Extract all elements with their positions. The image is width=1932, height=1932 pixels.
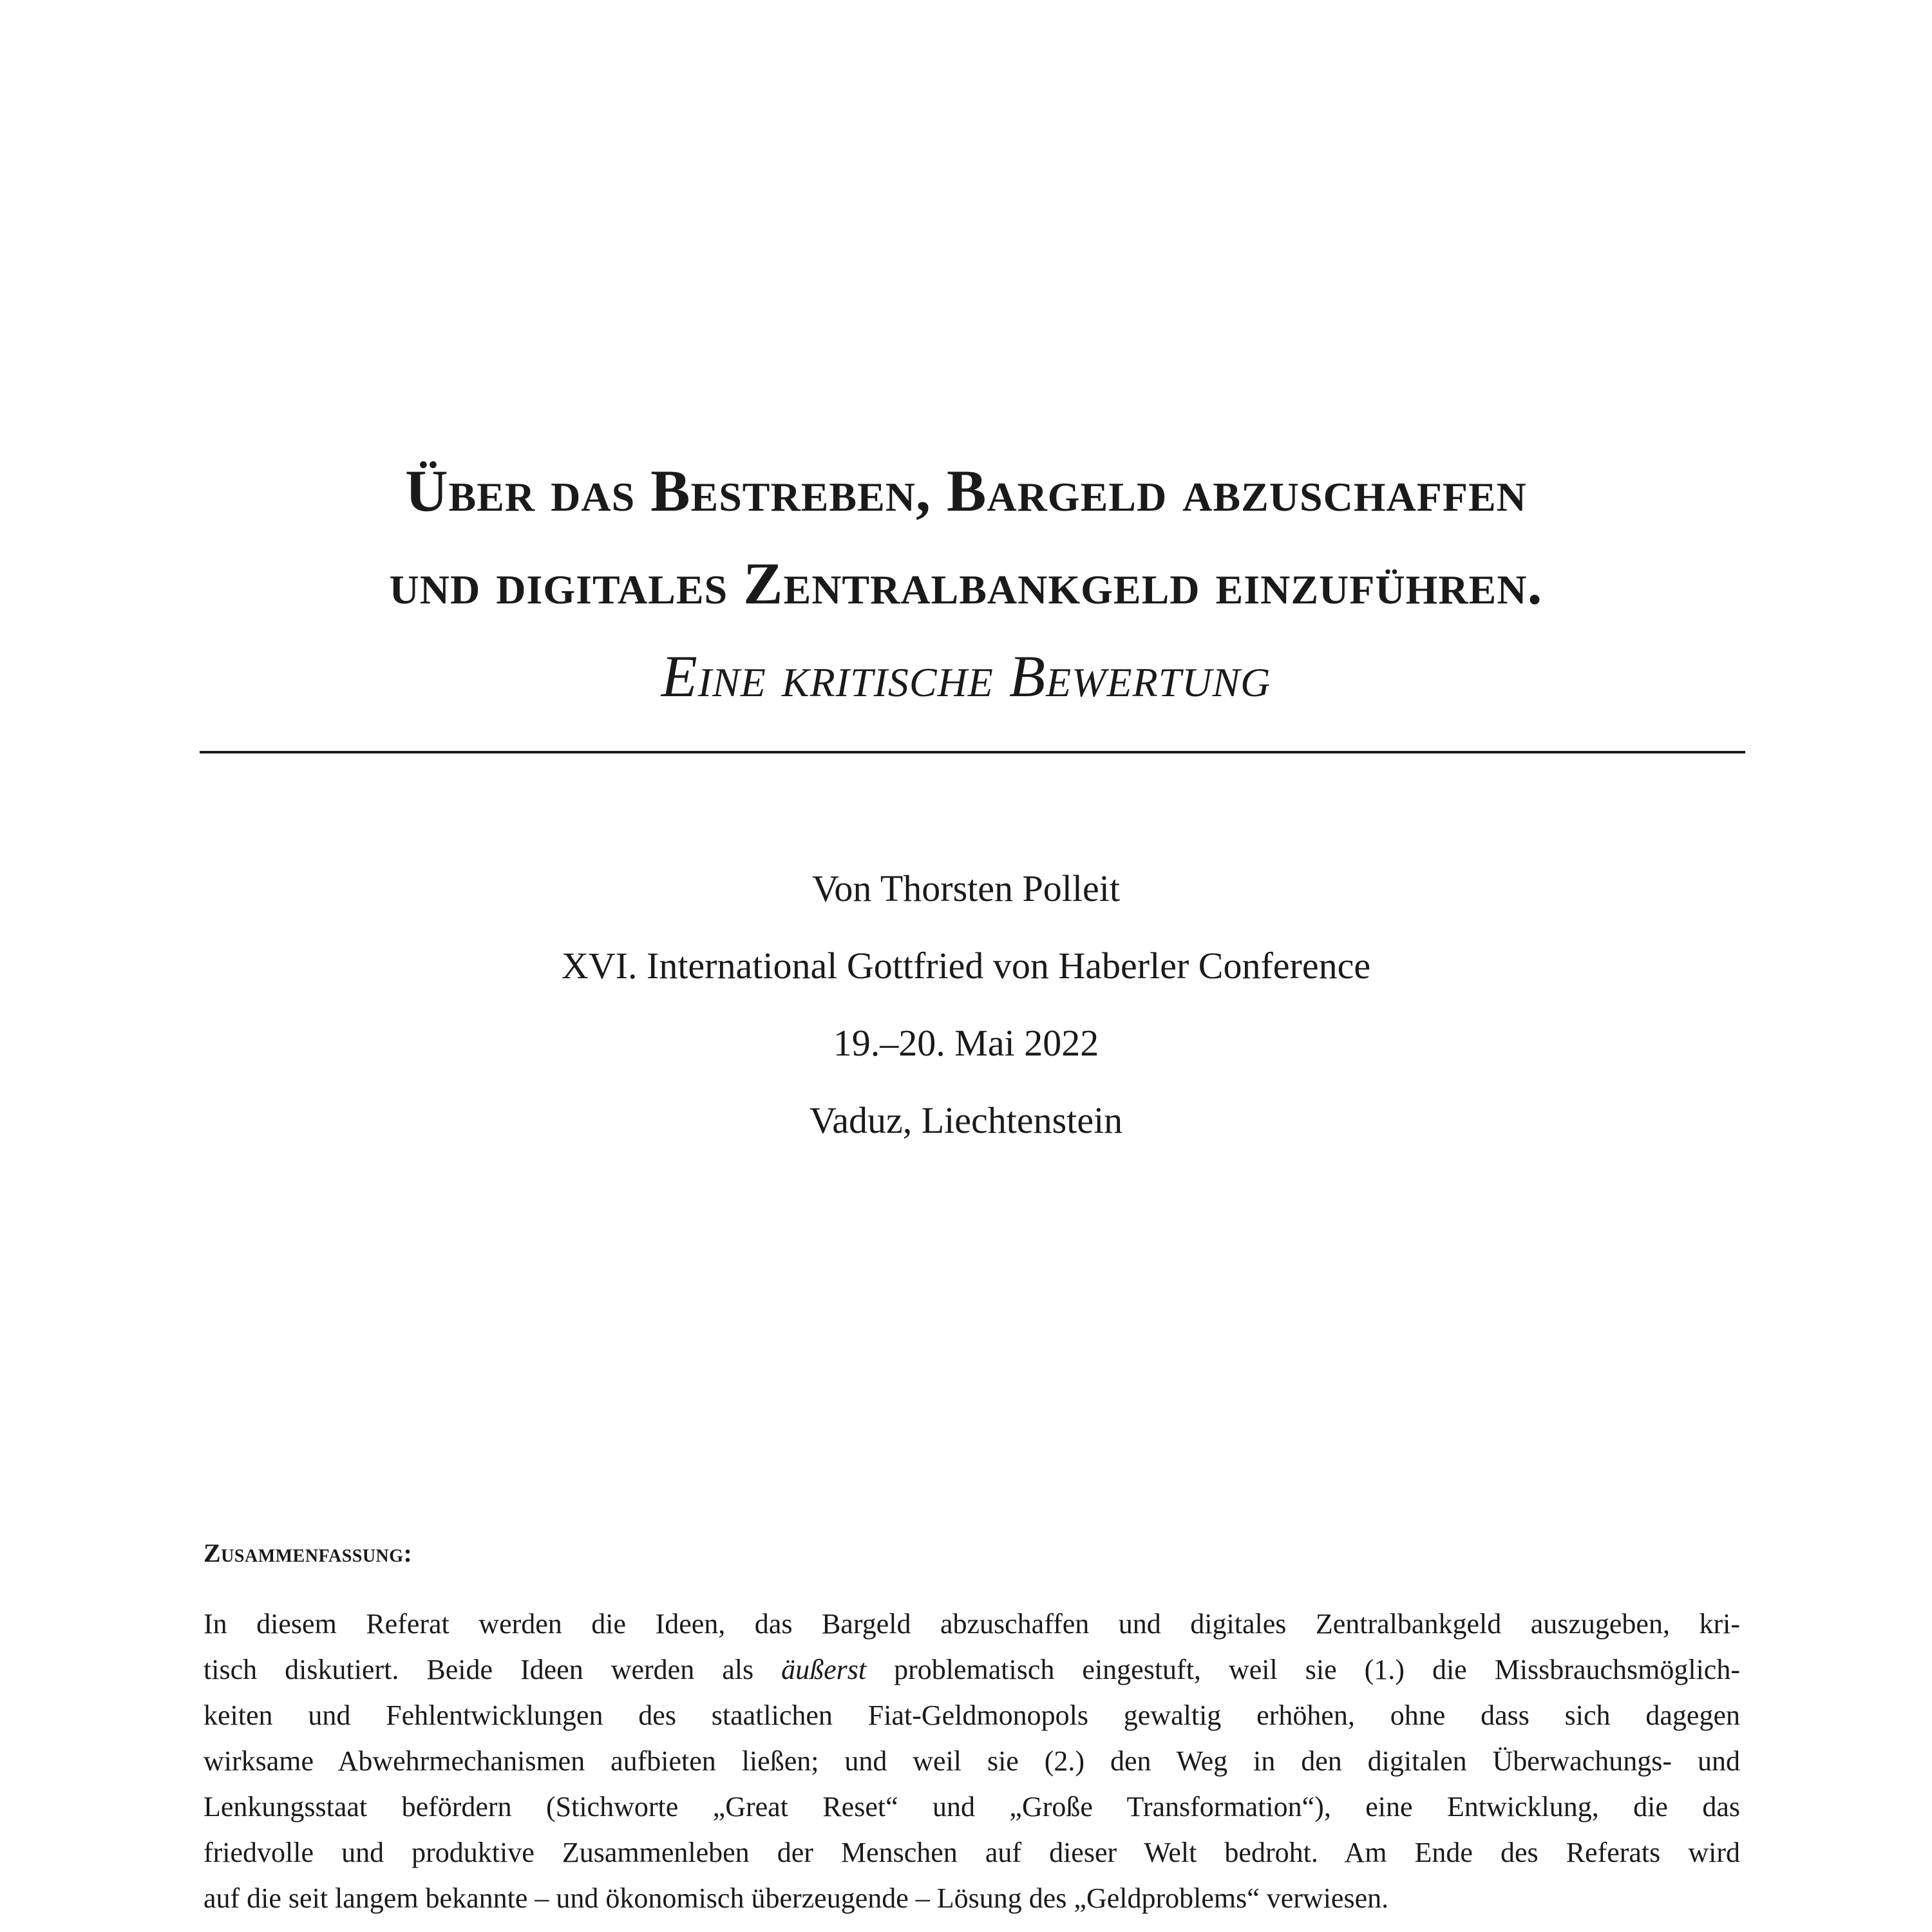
title-line-1: Über das Bestreben, Bargeld abzuschaffen [405, 458, 1527, 524]
abstract-body [204, 1601, 1740, 1921]
abstract-line: wirksame Abwehrmechanismen aufbieten ließen; und weil sie (2.) den Weg in den digitalen Überwachungs- und [204, 1745, 1740, 1777]
abstract-line [204, 1647, 1740, 1692]
abstract-emphasis: äußerst [781, 1654, 867, 1685]
abstract-line: keiten und Fehlentwicklungen des staatlichen Fiat-Geldmonopols gewaltig erhöhen, ohne dass sich dagegen [204, 1700, 1740, 1731]
place-line: Vaduz, Liechtenstein [809, 1099, 1123, 1141]
abstract-line: auf die seit langem bekannte – und ökonomisch überzeugende – Lösung des „Geldproblems“ verwiesen. [204, 1882, 1389, 1914]
abstract-text: tisch diskutiert. Beide Ideen werden als [204, 1654, 782, 1685]
subtitle: Eine kritische Bewertung [661, 643, 1271, 709]
date-line: 19.–20. Mai 2022 [833, 1022, 1099, 1064]
conference-line: XVI. International Gottfried von Haberler Conference [561, 945, 1371, 987]
abstract-line: Lenkungsstaat befördern (Stichworte „Great Reset“ und „Große Transformation“), eine Entwicklung, die das [204, 1791, 1740, 1823]
title-block [0, 444, 1932, 723]
meta-block [0, 850, 1932, 1159]
title-line-2: und digitales Zentralbankgeld einzuführen. [389, 551, 1543, 616]
abstract-line: friedvolle und produktive Zusammenleben der Menschen auf dieser Welt bedroht. Am Ende des Referats wird [204, 1837, 1740, 1868]
abstract-line: In diesem Referat werden die Ideen, das Bargeld abzuschaffen und digitales Zentralbankgeld auszugeben, kri- [204, 1608, 1740, 1640]
author-line: Von Thorsten Polleit [812, 867, 1120, 909]
title-divider [200, 751, 1745, 753]
abstract-text: problematisch eingestuft, weil sie (1.) die Missbrauchsmöglich- [866, 1654, 1740, 1685]
abstract-heading: Zusammenfassung: [204, 1539, 413, 1567]
